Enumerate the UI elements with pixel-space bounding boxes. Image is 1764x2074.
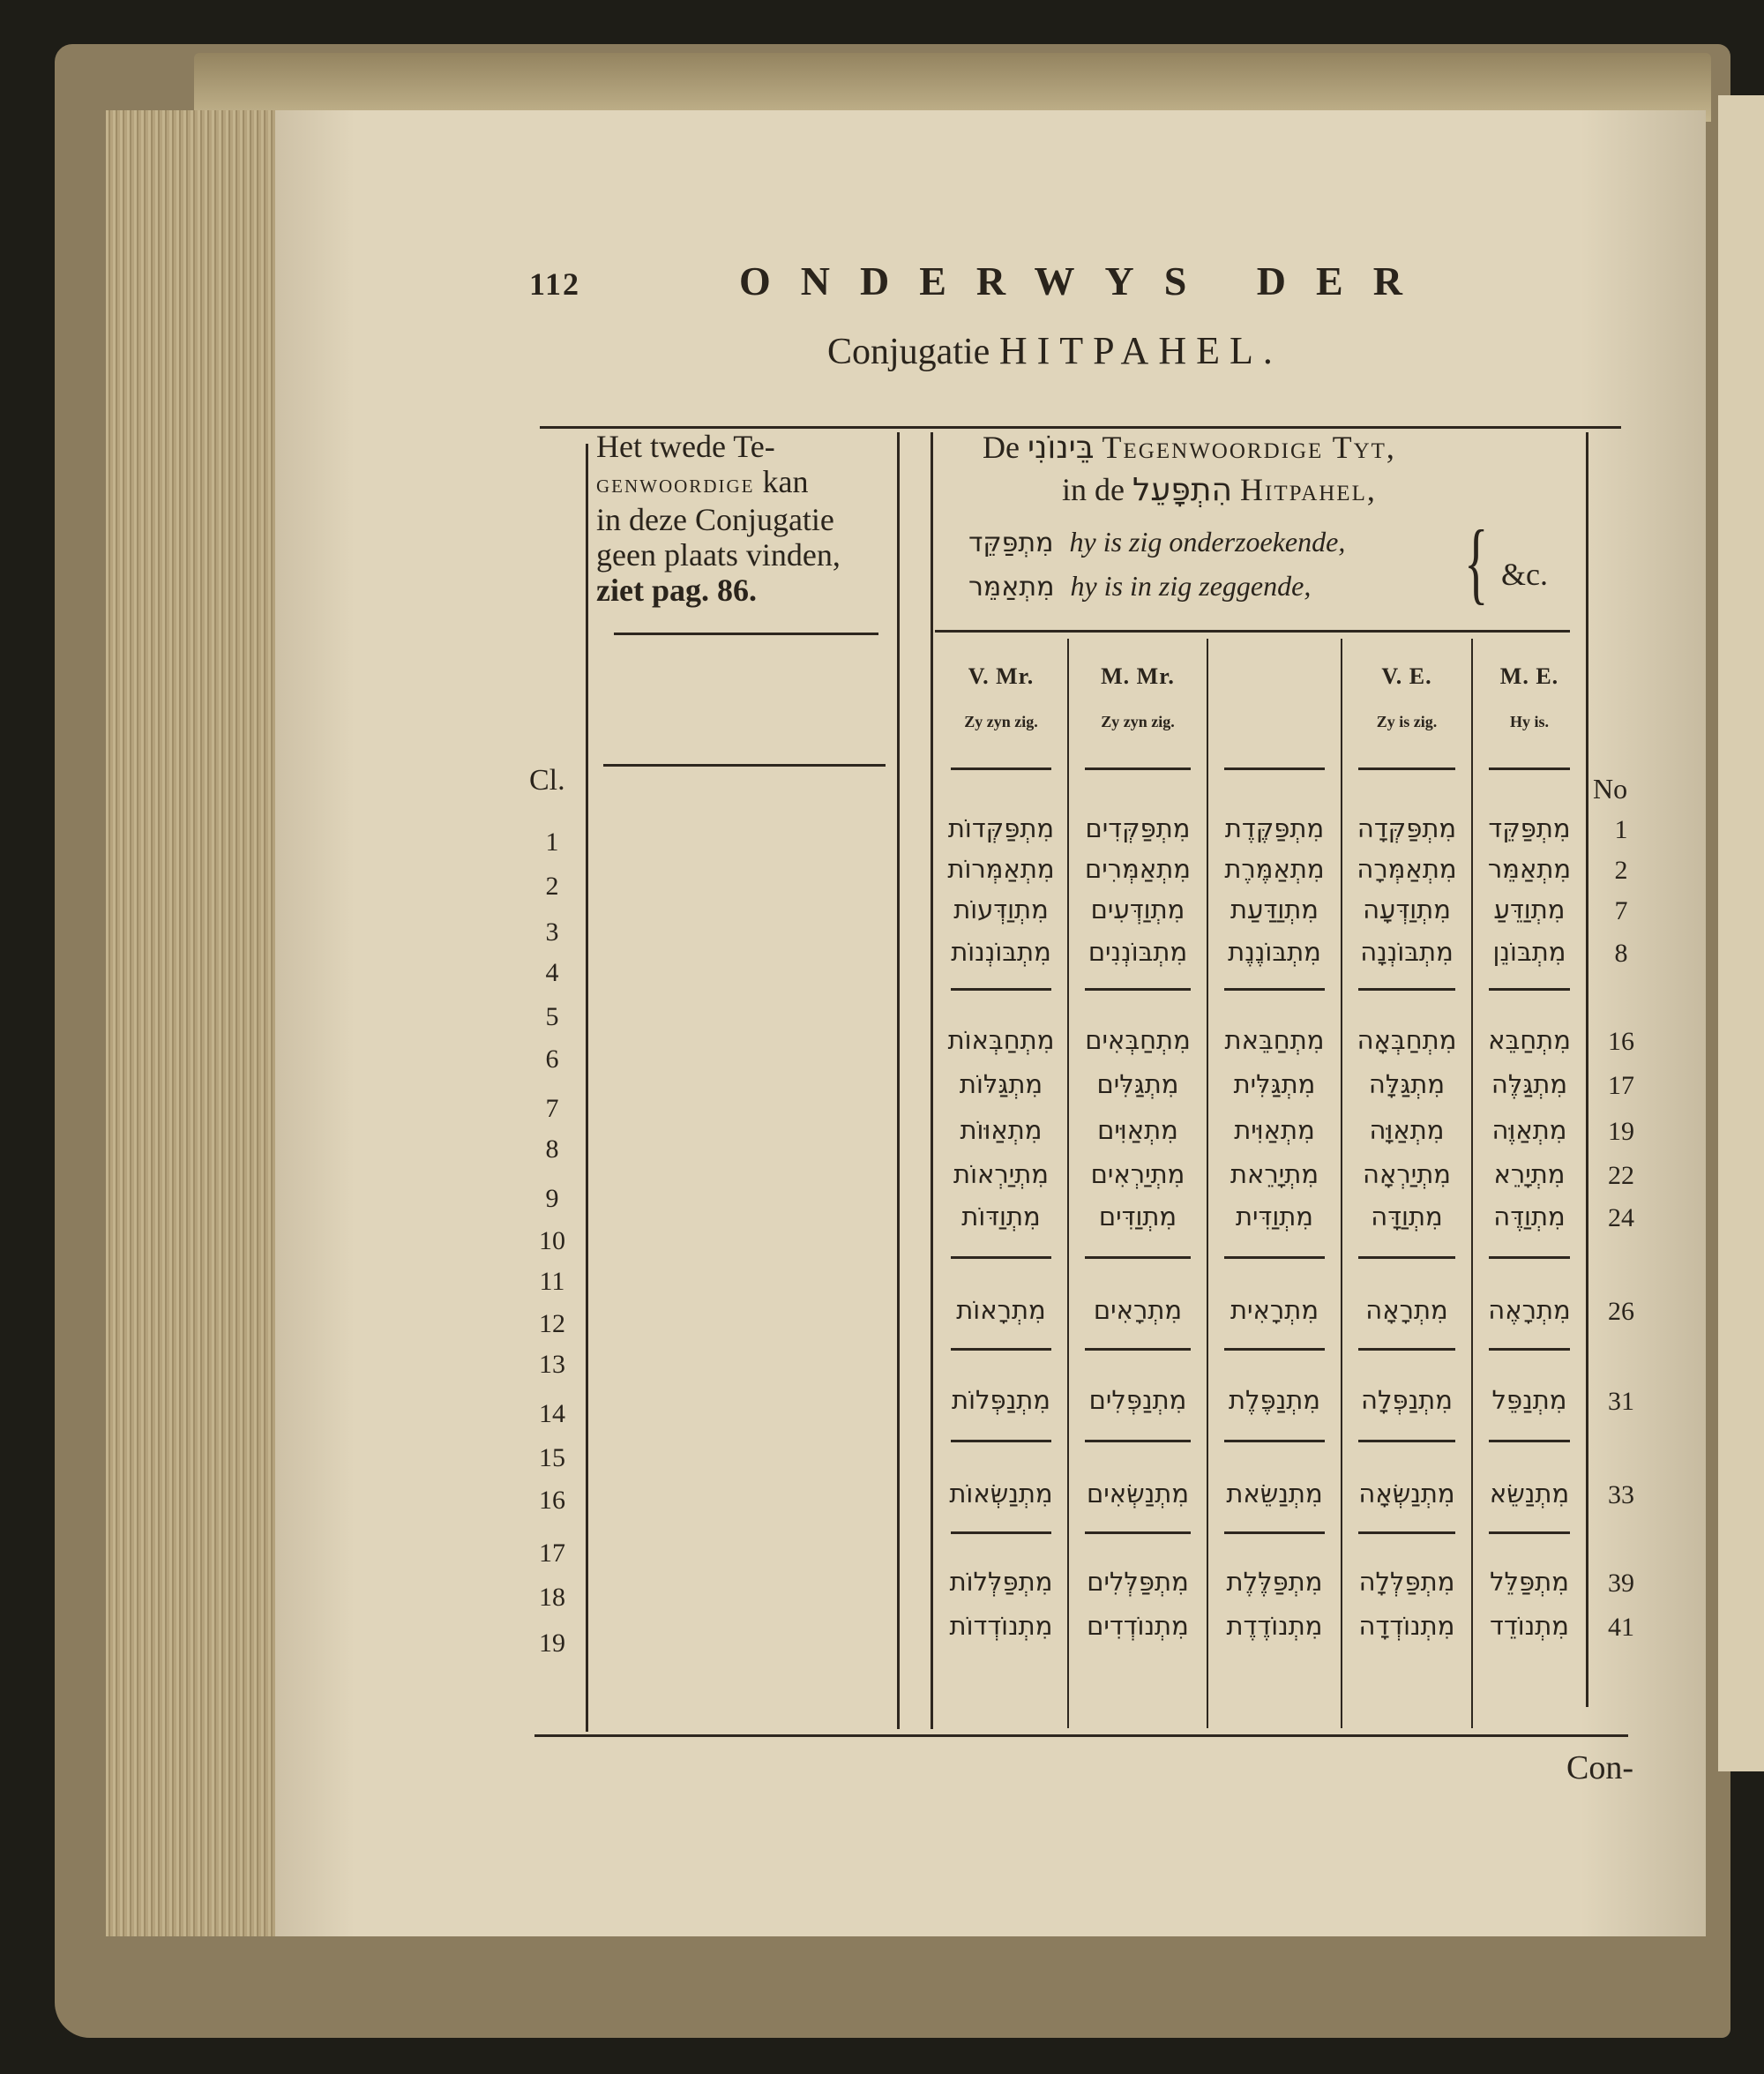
- column-sublabel: Hy is.: [1509, 713, 1549, 730]
- row-separator: [1358, 988, 1455, 991]
- table-cell: מִתְאַמְּרוֹת: [947, 854, 1055, 884]
- column-label: M. E.: [1499, 663, 1559, 689]
- table-cell: מִתְפַּקֵּד: [1488, 813, 1571, 843]
- section-prefix: Conjugatie: [827, 332, 990, 372]
- row-separator: [1358, 1348, 1455, 1351]
- table-cell: מִתְחַבְּאִים: [1085, 1025, 1191, 1055]
- example-hebrew: מִתְפַּקֵּד: [968, 528, 1054, 558]
- row-separator: [1085, 1440, 1191, 1442]
- example-gloss: hy is in zig zeggende,: [1070, 570, 1312, 602]
- note-line-1: Het twede Te-: [596, 429, 775, 464]
- column-label: V. E.: [1381, 663, 1432, 689]
- table-cell: מִתְוַדֵּעַ: [1493, 895, 1566, 925]
- table-cell: מִתְבּוֹנֶנֶת: [1228, 937, 1321, 967]
- table-cell: מִתְחַבֵּאת: [1224, 1025, 1325, 1055]
- class-number: 10: [539, 1226, 565, 1255]
- table-cell: מִתְנוֹדֶדֶת: [1226, 1611, 1323, 1641]
- row-separator: [1085, 1256, 1191, 1259]
- row-separator: [951, 1531, 1051, 1534]
- row-separator: [1489, 1348, 1570, 1351]
- class-number: 3: [545, 917, 559, 947]
- row-separator: [951, 1440, 1051, 1442]
- table-cell: מִתְאַוִּים: [1097, 1115, 1178, 1145]
- catchword: Con-: [1566, 1749, 1633, 1786]
- table-cell: מִתְחַבְּאָה: [1357, 1025, 1457, 1055]
- table-cell: מִתְאַמֵּר: [1487, 854, 1572, 884]
- row-separator: [1358, 767, 1455, 770]
- table-cell: מִתְוַדָּה: [1371, 1202, 1443, 1232]
- column-sublabel: Zy zyn zig.: [964, 713, 1038, 730]
- heading-tense: Tegenwoordige Tyt,: [1102, 430, 1396, 465]
- table-cell: מִתְאַוֶּה: [1491, 1115, 1567, 1145]
- row-separator: [1224, 988, 1325, 991]
- row-separator: [1085, 767, 1191, 770]
- example-1: [968, 526, 1345, 558]
- row-separator: [1085, 1348, 1191, 1351]
- class-number: 16: [539, 1486, 565, 1515]
- row-separator: [1224, 1348, 1325, 1351]
- running-head: ONDERWYS DER: [739, 258, 1432, 303]
- table-cell: מִתְפַּלְּלָה: [1358, 1567, 1455, 1597]
- heading-binoni: בֵּינוֹנִי: [1027, 430, 1095, 466]
- table-cell: מִתְבּוֹנְנָה: [1360, 937, 1454, 967]
- note-rule: [614, 633, 878, 635]
- note-line-5: ziet pag. 86.: [596, 573, 757, 608]
- row-separator: [1224, 1256, 1325, 1259]
- table-cell: מִתְפַּקְּדִים: [1085, 813, 1191, 843]
- table-cell: מִתְפַּקְּדוֹת: [947, 813, 1055, 843]
- table-cell: מִתְרָאוֹת: [956, 1295, 1046, 1325]
- heading-hitpael-hebrew: הִתְפָּעֵל: [1132, 472, 1232, 508]
- page-number: 112: [529, 266, 581, 302]
- table-cell: מִתְרָאִית: [1230, 1295, 1319, 1325]
- table-cell: מִתְפַּלֵּל: [1490, 1567, 1569, 1597]
- row-separator: [1489, 767, 1570, 770]
- note-smallcaps: genwoordige: [596, 469, 755, 498]
- table-cell: מִתְחַבְּאוֹת: [947, 1025, 1055, 1055]
- table-cell: מִתְחַבֵּא: [1488, 1025, 1571, 1055]
- row-number: 17: [1608, 1071, 1634, 1100]
- class-number: 1: [545, 827, 559, 857]
- example-hebrew: מִתְאַמֵּר: [968, 572, 1055, 603]
- column-rule-note: [897, 432, 900, 1729]
- class-number: 17: [539, 1539, 565, 1568]
- heading-hitpael: Hitpahel,: [1240, 472, 1377, 507]
- row-separator: [1358, 1256, 1455, 1259]
- class-number: 14: [539, 1399, 565, 1428]
- table-cell: מִתְנַפְּלִים: [1088, 1385, 1187, 1415]
- class-number: 12: [539, 1309, 565, 1338]
- row-number: 24: [1608, 1203, 1634, 1232]
- row-separator: [1489, 1256, 1570, 1259]
- table-cell: מִתְאַוִּית: [1234, 1115, 1315, 1145]
- class-number: 15: [539, 1443, 565, 1472]
- row-separator: [1358, 1440, 1455, 1442]
- table-cell: מִתְוַדְּעִים: [1090, 895, 1185, 925]
- row-separator: [1085, 988, 1191, 991]
- table-cell: מִתְנוֹדְדָה: [1358, 1611, 1455, 1641]
- book-page: [275, 110, 1706, 1936]
- example-gloss: hy is zig onderzoekende,: [1069, 526, 1346, 558]
- row-number: 31: [1608, 1387, 1634, 1416]
- row-separator: [1224, 1440, 1325, 1442]
- table-cell: מִתְרָאִים: [1093, 1295, 1183, 1325]
- table-cell: מִתְפַּקְּדָה: [1357, 813, 1457, 843]
- table-bottom-rule: [534, 1734, 1628, 1737]
- section-name: HITPAHEL.: [998, 329, 1282, 372]
- row-separator: [1489, 1531, 1570, 1534]
- table-cell: מִתְנַשְּׂאִים: [1086, 1479, 1190, 1509]
- class-number: 19: [539, 1629, 565, 1658]
- column-rule-table-left: [931, 432, 933, 1729]
- table-cell: מִתְוַדְּעָה: [1363, 895, 1451, 925]
- number-header: No: [1593, 773, 1628, 805]
- row-separator: [1224, 767, 1325, 770]
- table-cell: מִתְבּוֹנְנוֹת: [951, 937, 1051, 967]
- table-cell: מִתְנַשֵּׂא: [1489, 1479, 1570, 1509]
- row-separator: [1085, 1531, 1191, 1534]
- table-cell: מִתְנַשְּׂאָה: [1358, 1479, 1455, 1509]
- class-number: 7: [545, 1094, 559, 1123]
- class-header: Cl.: [529, 764, 565, 797]
- note-rule-2: [603, 764, 886, 767]
- column-sublabel: Zy is zig.: [1376, 713, 1438, 730]
- tense-heading: [983, 429, 1396, 466]
- table-cell: מִתְוַדְּעוֹת: [953, 895, 1049, 925]
- row-number: 2: [1614, 856, 1628, 885]
- table-cell: מִתְבּוֹנְנִים: [1088, 937, 1188, 967]
- row-separator: [1358, 1531, 1455, 1534]
- note-line-3: in deze Conjugatie: [596, 502, 834, 537]
- table-cell: מִתְיַרְאִים: [1090, 1159, 1185, 1189]
- table-cell: מִתְפַּלֶּלֶת: [1226, 1567, 1323, 1597]
- table-cell: מִתְגַּלֶּה: [1491, 1069, 1568, 1099]
- table-cell: מִתְפַּקֶּדֶת: [1224, 813, 1325, 843]
- table-cell: מִתְיָרֵא: [1493, 1159, 1566, 1189]
- note-line-2-rest: kan: [754, 464, 809, 499]
- column-rule-cl: [586, 444, 588, 1732]
- table-cell: מִתְנַשְּׂאוֹת: [949, 1479, 1053, 1509]
- table-cell: מִתְנוֹדֵד: [1490, 1611, 1569, 1641]
- etcetera: &c.: [1501, 557, 1548, 592]
- table-cell: מִתְנַשֵּׂאת: [1226, 1479, 1323, 1509]
- table-cell: מִתְרָאֶה: [1488, 1295, 1571, 1325]
- table-cell: מִתְוַדַּעַת: [1230, 895, 1319, 925]
- table-cell: מִתְרָאָה: [1365, 1295, 1448, 1325]
- class-number: 6: [545, 1044, 559, 1074]
- class-number: 8: [545, 1134, 559, 1164]
- row-separator: [951, 988, 1051, 991]
- heading-in-de: in de: [1062, 472, 1125, 507]
- row-number: 19: [1608, 1117, 1634, 1146]
- facing-page-edge: [1718, 95, 1764, 1771]
- table-cell: מִתְוַדִּית: [1235, 1202, 1314, 1232]
- row-separator: [1224, 1531, 1325, 1534]
- row-separator: [1489, 988, 1570, 991]
- heading-de: De: [983, 430, 1020, 465]
- row-separator: [951, 1256, 1051, 1259]
- row-separator: [951, 767, 1051, 770]
- table-cell: מִתְיַרְאָה: [1363, 1159, 1451, 1189]
- table-cell: מִתְאַמְּרָה: [1357, 854, 1457, 884]
- table-cell: מִתְנַפְּלוֹת: [952, 1385, 1050, 1415]
- table-cell: מִתְוַדּוֹת: [961, 1202, 1041, 1232]
- table-cell: מִתְפַּלְּלוֹת: [949, 1567, 1053, 1597]
- column-label: M. Mr.: [1101, 663, 1175, 689]
- conjugation-note: [596, 429, 889, 608]
- table-cell: מִתְבּוֹנֵן: [1492, 937, 1566, 967]
- table-cell: מִתְגַּלִּית: [1233, 1069, 1316, 1099]
- class-number: 5: [545, 1002, 559, 1031]
- table-cell: מִתְנַפֶּלֶת: [1228, 1385, 1321, 1415]
- row-separator: [951, 1348, 1051, 1351]
- note-line-2: [596, 464, 889, 502]
- conjugation-heading: [1062, 471, 1377, 508]
- example-2: [968, 570, 1311, 603]
- row-number: 1: [1614, 815, 1628, 844]
- column-label: V. Mr.: [968, 663, 1035, 689]
- table-cell: מִתְנוֹדְדִים: [1087, 1611, 1189, 1641]
- table-cell: מִתְנוֹדְדוֹת: [949, 1611, 1053, 1641]
- class-number: 4: [545, 958, 559, 987]
- section-title: [827, 328, 1282, 373]
- row-number: 41: [1608, 1613, 1634, 1642]
- row-separator: [1489, 1440, 1570, 1442]
- row-number: 22: [1608, 1161, 1634, 1190]
- table-cell: מִתְוַדֶּה: [1493, 1202, 1566, 1232]
- header-rule: [935, 630, 1570, 633]
- table-cell: מִתְיָרֵאת: [1230, 1159, 1319, 1189]
- table-cell: מִתְאַמֶּרֶת: [1224, 854, 1325, 884]
- table-cell: מִתְוַדִּים: [1098, 1202, 1177, 1232]
- row-number: 26: [1608, 1297, 1634, 1326]
- table-cell: מִתְאַוָּה: [1369, 1115, 1445, 1145]
- row-number: 7: [1614, 896, 1628, 925]
- row-number: 8: [1614, 939, 1628, 968]
- note-line-4: geen plaats vinden,: [596, 537, 841, 573]
- table-cell: מִתְגַּלָּה: [1368, 1069, 1446, 1099]
- column-rule-no: [1586, 432, 1588, 1707]
- table-cell: מִתְנַפְּלָה: [1361, 1385, 1453, 1415]
- table-cell: מִתְנַפֵּל: [1491, 1385, 1567, 1415]
- table-cell: מִתְפַּלְּלִים: [1087, 1567, 1189, 1597]
- column-sublabel: Zy zyn zig.: [1101, 713, 1175, 730]
- table-cell: מִתְאַמְּרִים: [1085, 854, 1191, 884]
- page-edges: [106, 110, 278, 1936]
- class-number: 11: [539, 1267, 565, 1296]
- class-number: 18: [539, 1583, 565, 1612]
- curly-brace-icon: {: [1464, 512, 1489, 613]
- table-cell: מִתְיַרְאוֹת: [953, 1159, 1049, 1189]
- class-number: 9: [545, 1184, 559, 1213]
- row-number: 16: [1608, 1027, 1634, 1056]
- table-cell: מִתְגַּלִּים: [1096, 1069, 1179, 1099]
- row-number: 39: [1608, 1569, 1634, 1598]
- table-cell: מִתְגַּלּוֹת: [959, 1069, 1043, 1099]
- row-number: 33: [1608, 1480, 1634, 1509]
- class-number: 13: [539, 1350, 565, 1379]
- class-number: 2: [545, 872, 559, 901]
- table-cell: מִתְאַוּוֹת: [960, 1115, 1043, 1145]
